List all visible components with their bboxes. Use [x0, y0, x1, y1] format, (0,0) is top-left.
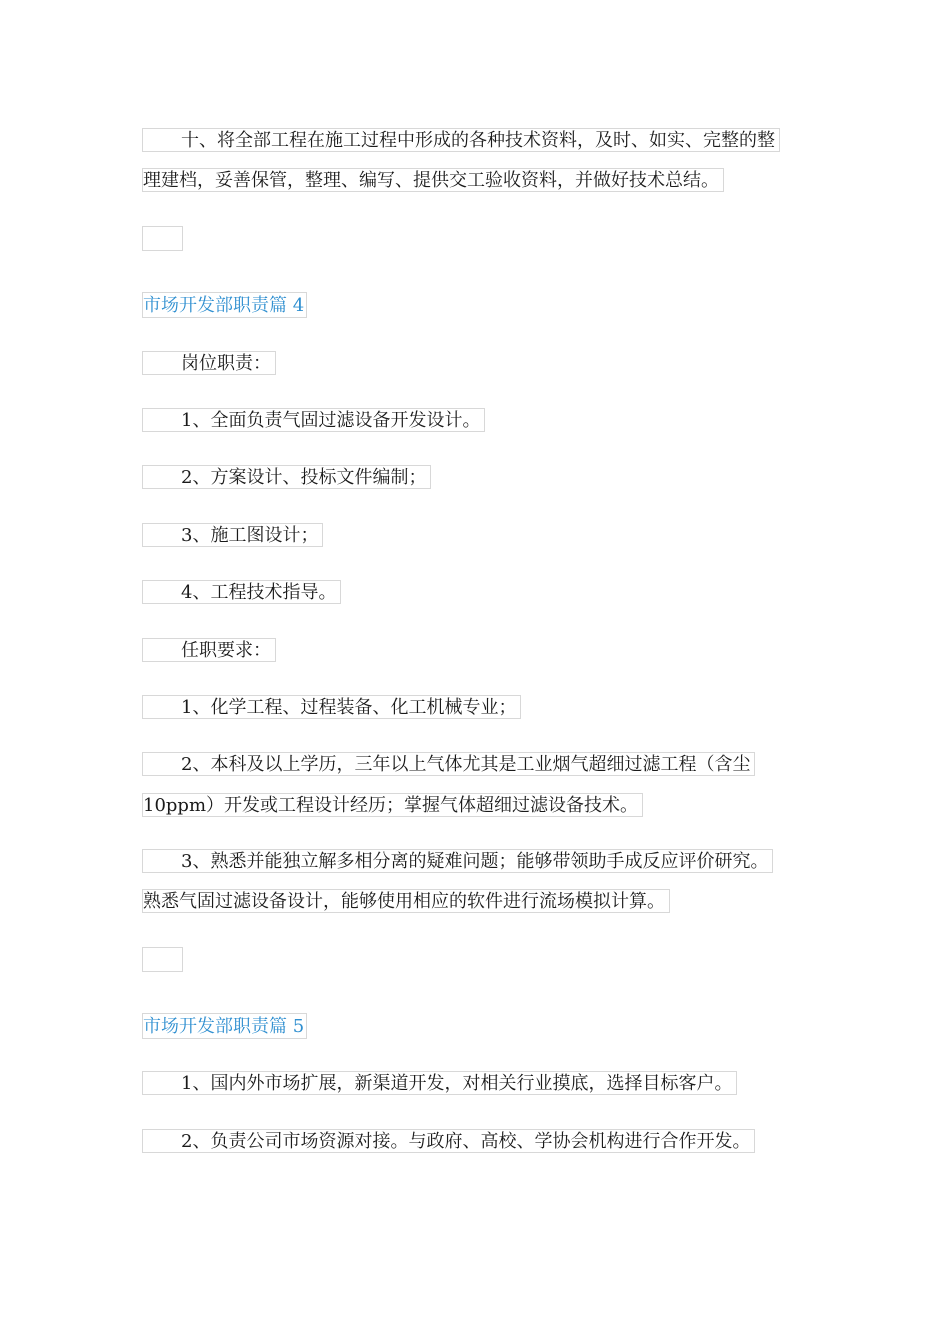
duties-label: 岗位职责：: [142, 351, 276, 375]
requirement-item-3-line-1: 3、熟悉并能独立解多相分离的疑难问题；能够带领助手成反应评价研究。: [142, 849, 773, 873]
paragraph-10-line-1: 十、将全部工程在施工过程中形成的各种技术资料，及时、如实、完整的整: [142, 128, 780, 152]
duty-item-3: 3、施工图设计；: [142, 523, 323, 547]
requirement-item-2-line-1: 2、本科及以上学历，三年以上气体尤其是工业烟气超细过滤工程（含尘: [142, 752, 755, 776]
paragraph-10-line-2: 理建档，妥善保管，整理、编写、提供交工验收资料，并做好技术总结。: [142, 168, 724, 192]
section-5-item-1: 1、国内外市场扩展，新渠道开发，对相关行业摸底，选择目标客户。: [142, 1071, 737, 1095]
section-5-title: 市场开发部职责篇 5: [142, 1013, 307, 1039]
empty-paragraph-box: [142, 947, 183, 972]
duty-item-1: 1、全面负责气固过滤设备开发设计。: [142, 408, 485, 432]
section-4-title: 市场开发部职责篇 4: [142, 292, 307, 318]
section-5-item-2: 2、负责公司市场资源对接。与政府、高校、学协会机构进行合作开发。: [142, 1129, 755, 1153]
duty-item-2: 2、方案设计、投标文件编制；: [142, 465, 431, 489]
requirement-item-2-line-2: 10ppm）开发或工程设计经历；掌握气体超细过滤设备技术。: [142, 793, 643, 817]
duty-item-4: 4、工程技术指导。: [142, 580, 341, 604]
requirement-item-1: 1、化学工程、过程装备、化工机械专业；: [142, 695, 521, 719]
requirements-label: 任职要求：: [142, 638, 276, 662]
empty-paragraph-box: [142, 226, 183, 251]
requirement-item-3-line-2: 熟悉气固过滤设备设计，能够使用相应的软件进行流场模拟计算。: [142, 889, 670, 913]
